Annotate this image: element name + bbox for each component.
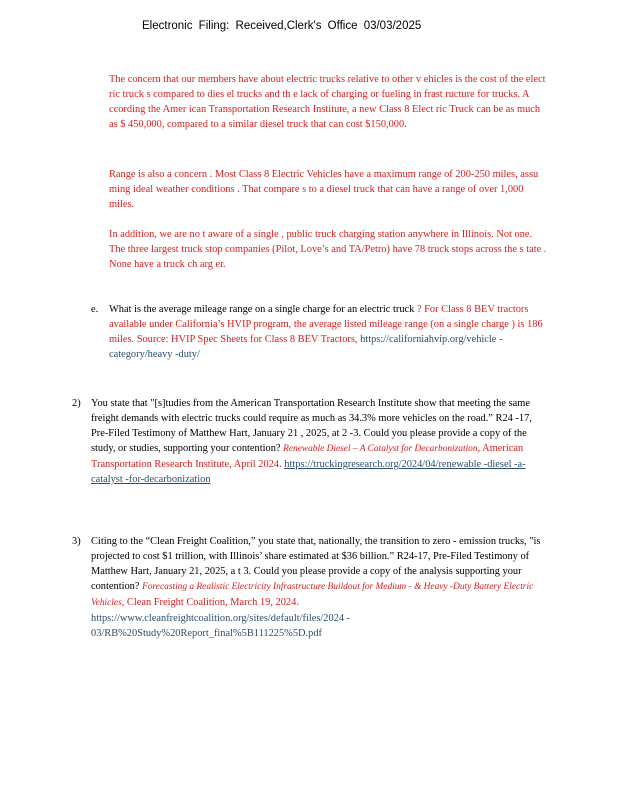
- paragraph-range-concern: Range is also a concern . Most Class 8 Electric Vehicles have a maximum range of 200-250 miles, assu ming ideal weather conditions . That compare s to a diesel truck that can have a range of over 1,000 miles.: [109, 169, 539, 210]
- paragraph-charging-stations: In addition, we are no t aware of a single , public truck charging station anywhere in Illinois. Not one. The three largest truck stop companies (Pilot, Love’s and TA/Petro) have 78 truck stops across the s tate . None have a truck ch arg er.: [109, 229, 547, 270]
- filing-stamp-header: Electronic Filing: Received,Clerk's Office 03/03/2025: [142, 20, 422, 32]
- paragraph-cost-concern: The concern that our members have about electric trucks relative to other v ehicles is the cost of the elect ric truck s compared to dies el trucks and th e lack of charging or fueling in frast ructure for trucks. A ccording the Amer ican Transportation Research Institute, a new Class 8 Elect ric Truck can be as much as $ 450,000, compared to a similar diesel truck that can cost $150,000.: [109, 74, 546, 130]
- item-2-link[interactable]: https://truckingresearch.org/2024/04/renewable -diesel -a-catalyst -for-decarbonization: [91, 459, 526, 485]
- item-3-link[interactable]: https://www.cleanfreightcoalition.org/sites/default/files/2024 - 03/RB%20Study%20Report_final%5B111225%5D.pdf: [91, 613, 351, 639]
- item-3-marker: 3): [72, 536, 81, 547]
- item-e-question: What is the average mileage range on a single charge for an electric truck: [109, 304, 415, 315]
- item-2-marker: 2): [72, 398, 81, 409]
- item-2: [91, 396, 547, 487]
- item-3-answer-rest: , Clean Freight Coalition, March 19, 2024.: [121, 597, 299, 608]
- item-2-answer-title: Renewable Diesel – A Catalyst for Decarbonization: [283, 444, 478, 454]
- item-3: [91, 534, 547, 641]
- item-2-question: You state that "[s]tudies from the American Transportation Research Institute show that meeting the same freight demands with electric trucks could require as much as 34.3% more vehicles on the road.” R24 -17, Pre-Filed Testimony of Matthew Hart, January 21 , 2025, at 2 -3. Could you please provide a copy of the study, or studies, supporting your contention?: [91, 398, 532, 454]
- item-3-answer-title: Forecasting a Realistic Electricity Infrastructure Buildout for Medium - & Heavy -Duty Battery Electric Vehicles: [91, 582, 534, 608]
- item-e: [109, 302, 549, 362]
- item-e-marker: e.: [91, 304, 99, 315]
- item-2-answer-rest: , American Transportation Research Institute, April 2024.: [91, 443, 524, 470]
- item-e-link[interactable]: https://californiahvip.org/vehicle -category/heavy -duty/: [109, 334, 503, 360]
- item-3-question: Citing to the “Clean Freight Coalition,” you state that, nationally, the transition to zero - emission trucks, "is projected to cost $1 trillion, with Illinois’ share estimated at $36 billion.” R24-17, Pre-Filed Testimony of Matthew Hart, January 21, 2025, a t 3. Could you please provide a copy of the analysis supporting your contention?: [91, 536, 541, 592]
- item-e-answer: ? For Class 8 BEV tractors available under California’s HVIP program, the average listed mileage range (on a single charge ) is 186 miles. Source: HVIP Spec Sheets for Class 8 BEV Tractors,: [109, 304, 543, 345]
